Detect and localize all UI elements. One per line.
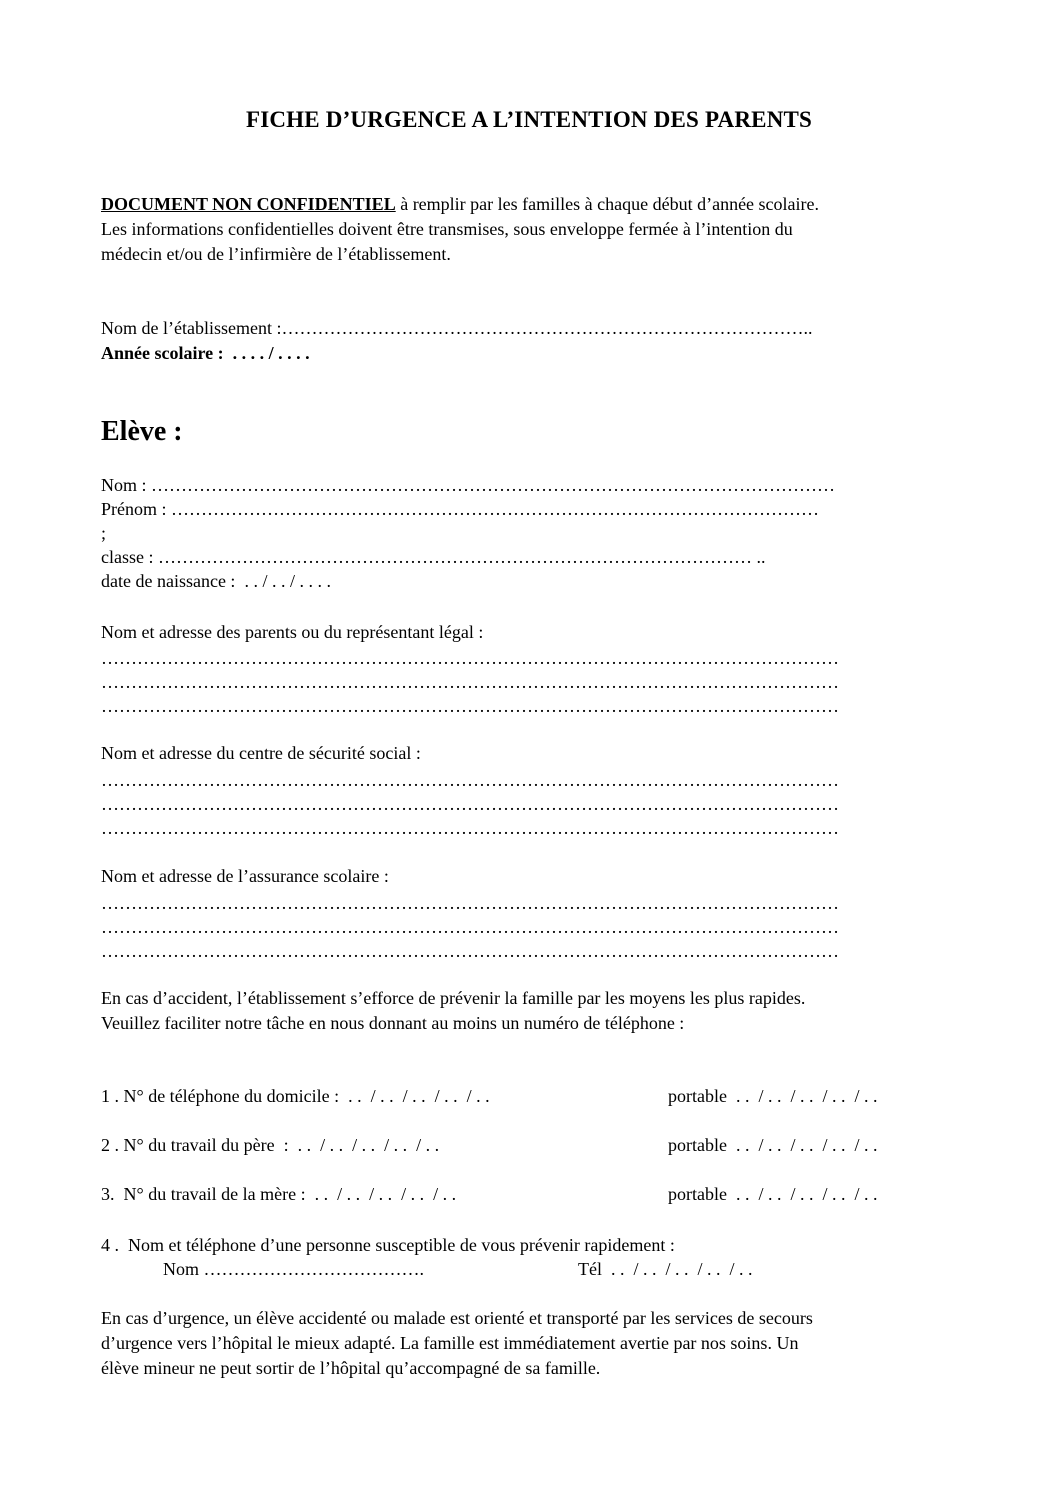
intro-line-2: Les informations confidentielles doivent être transmises, sous enveloppe fermée à l’intention du: [101, 219, 793, 239]
assurance-line-3[interactable]: ……………………………………………………………………………………………………………: [101, 941, 839, 961]
intro-line-1: [101, 192, 819, 216]
annee-scolaire-field[interactable]: [101, 341, 310, 365]
student-nom-field[interactable]: Nom : ……………………………………………………………………………………………………: [101, 475, 836, 495]
phone-pere-field[interactable]: 2 . N° du travail du père : . . / . . / . . / . . / . .: [101, 1135, 440, 1155]
parents-line-1[interactable]: ……………………………………………………………………………………………………………: [101, 648, 839, 668]
urgence-line-1: En cas d’urgence, un élève accidenté ou malade est orienté et transporté par les services de secours: [101, 1308, 813, 1328]
non-confidential-label: DOCUMENT NON CONFIDENTIEL: [101, 194, 396, 214]
annee-scolaire-value: . . . . / . . . .: [223, 343, 310, 363]
accident-line-1: En cas d’accident, l’établissement s’efforce de prévenir la famille par les moyens les plus rapides.: [101, 988, 806, 1008]
assurance-line-1[interactable]: ……………………………………………………………………………………………………………: [101, 893, 839, 913]
securite-label: Nom et adresse du centre de sécurité social :: [101, 743, 421, 763]
phone-pere-portable-field[interactable]: portable . . / . . / . . / . . / . .: [668, 1135, 878, 1155]
student-naissance-field[interactable]: date de naissance : . . / . . / . . . .: [101, 571, 331, 591]
parents-label: Nom et adresse des parents ou du représentant légal :: [101, 622, 484, 642]
securite-line-2[interactable]: ……………………………………………………………………………………………………………: [101, 794, 839, 814]
contact-tel-field[interactable]: Tél . . / . . / . . / . . / . .: [578, 1259, 753, 1279]
student-prenom-overflow: ;: [101, 523, 107, 543]
parents-line-2[interactable]: ……………………………………………………………………………………………………………: [101, 672, 839, 692]
page-title: FICHE D’URGENCE A L’INTENTION DES PARENTS: [245, 107, 813, 132]
etablissement-field[interactable]: Nom de l’établissement :……………………………………………………………………………..: [101, 318, 813, 338]
parents-line-3[interactable]: ……………………………………………………………………………………………………………: [101, 696, 839, 716]
securite-line-1[interactable]: ……………………………………………………………………………………………………………: [101, 770, 839, 790]
urgence-line-3: élève mineur ne peut sortir de l’hôpital qu’accompagné de sa famille.: [101, 1358, 601, 1378]
urgence-line-2: d’urgence vers l’hôpital le mieux adapté. La famille est immédiatement avertie par nos soins. Un: [101, 1333, 799, 1353]
contact-nom-field[interactable]: Nom ……………………………….: [163, 1259, 424, 1279]
contact-label: 4 . Nom et téléphone d’une personne susceptible de vous prévenir rapidement :: [101, 1235, 675, 1255]
phone-mere-field[interactable]: 3. N° du travail de la mère : . . / . . / . . / . . / . .: [101, 1184, 457, 1204]
phone-domicile-field[interactable]: 1 . N° de téléphone du domicile : . . / . . / . . / . . / . .: [101, 1086, 490, 1106]
accident-line-2: Veuillez faciliter notre tâche en nous donnant au moins un numéro de téléphone :: [101, 1013, 685, 1033]
intro-line-3: médecin et/ou de l’infirmière de l’établissement.: [101, 244, 451, 264]
student-heading: Elève :: [101, 416, 183, 447]
phone-mere-portable-field[interactable]: portable . . / . . / . . / . . / . .: [668, 1184, 878, 1204]
assurance-line-2[interactable]: ……………………………………………………………………………………………………………: [101, 917, 839, 937]
phone-domicile-portable-field[interactable]: portable . . / . . / . . / . . / . .: [668, 1086, 878, 1106]
assurance-label: Nom et adresse de l’assurance scolaire :: [101, 866, 389, 886]
intro-line-1-rest: à remplir par les familles à chaque début d’année scolaire.: [395, 194, 820, 214]
securite-line-3[interactable]: ……………………………………………………………………………………………………………: [101, 818, 839, 838]
annee-scolaire-label: Année scolaire :: [101, 343, 224, 363]
student-classe-field[interactable]: classe : ……………………………………………………………………………………… ..: [101, 547, 766, 567]
student-prenom-field[interactable]: Prénom : ………………………………………………………………………………………………: [101, 499, 819, 519]
